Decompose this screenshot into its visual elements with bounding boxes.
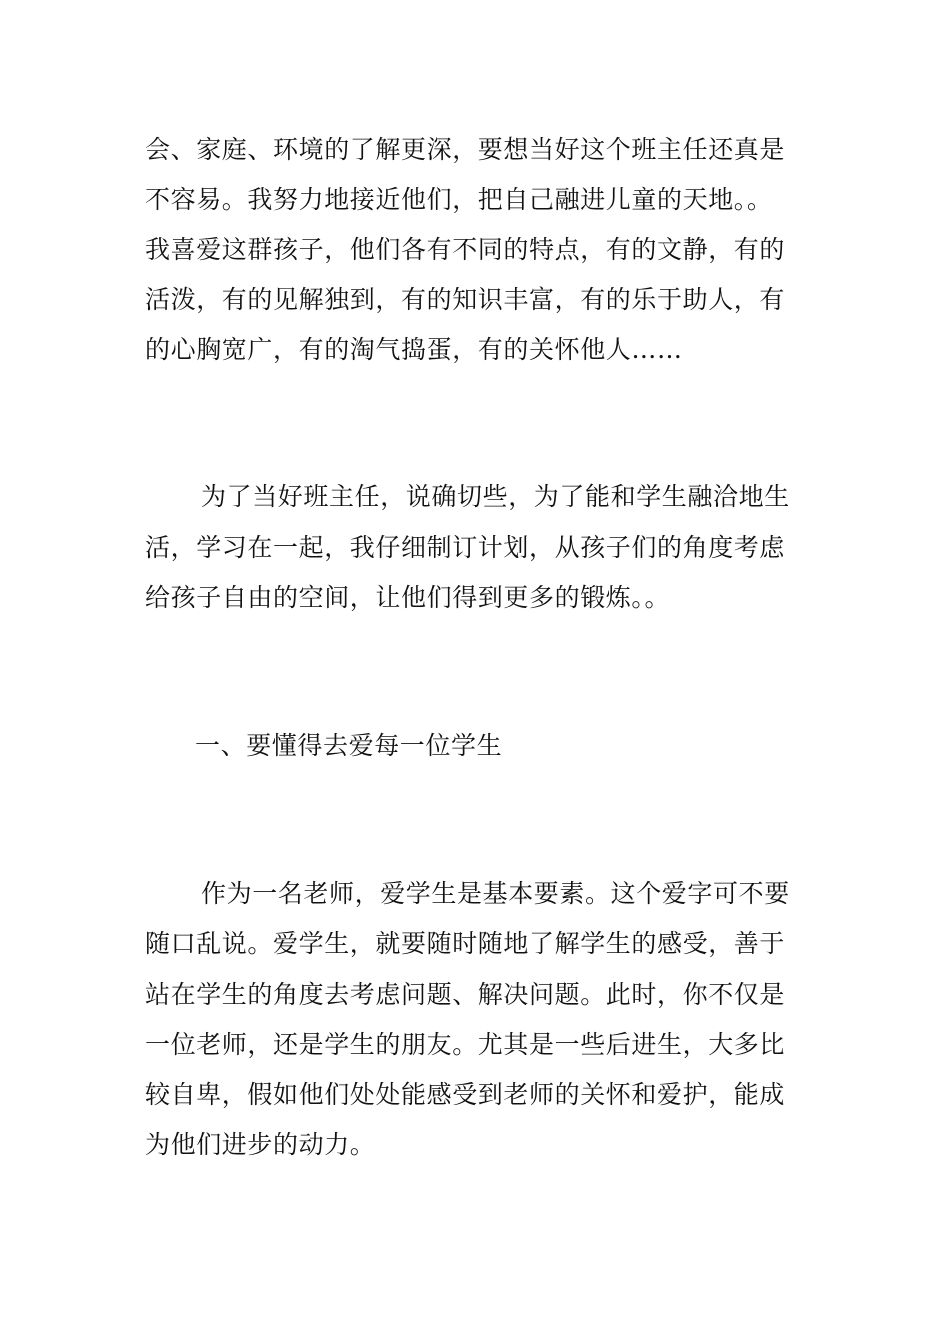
text-line: 一位老师，还是学生的朋友。尤其是一些后进生，大多比 — [145, 1030, 786, 1059]
text-line: 给孩子自由的空间，让他们得到更多的锻炼。。 — [145, 583, 671, 612]
text-line: 作为一名老师，爱学生是基本要素。这个爱字可不要 — [201, 879, 790, 908]
text-line: 会、家庭、环境的了解更深，要想当好这个班主任还真是 — [145, 135, 786, 164]
text-line: 我喜爱这群孩子，他们各有不同的特点，有的文静，有的 — [145, 235, 786, 264]
text-line: 为他们进步的动力。 — [145, 1130, 376, 1159]
text-line: 为了当好班主任，说确切些，为了能和学生融洽地生 — [201, 482, 790, 511]
text-line: 的心胸宽广，有的淘气捣蛋，有的关怀他人…… — [145, 335, 683, 364]
text-line: 不容易。我努力地接近他们，把自己融进儿童的天地。。 — [145, 185, 773, 214]
text-line: 活泼，有的见解独到，有的知识丰富，有的乐于助人，有 — [145, 285, 786, 314]
text-line: 较自卑，假如他们处处能感受到老师的关怀和爱护，能成 — [145, 1080, 786, 1109]
heading-text: 一、要懂得去爱每一位学生 — [195, 731, 503, 760]
text-line: 活，学习在一起，我仔细制订计划，从孩子们的角度考虑 — [145, 533, 786, 562]
text-line: 随口乱说。爱学生，就要随时随地了解学生的感受，善于 — [145, 929, 786, 958]
text-line: 站在学生的角度去考虑问题、解决问题。此时，你不仅是 — [145, 980, 786, 1009]
